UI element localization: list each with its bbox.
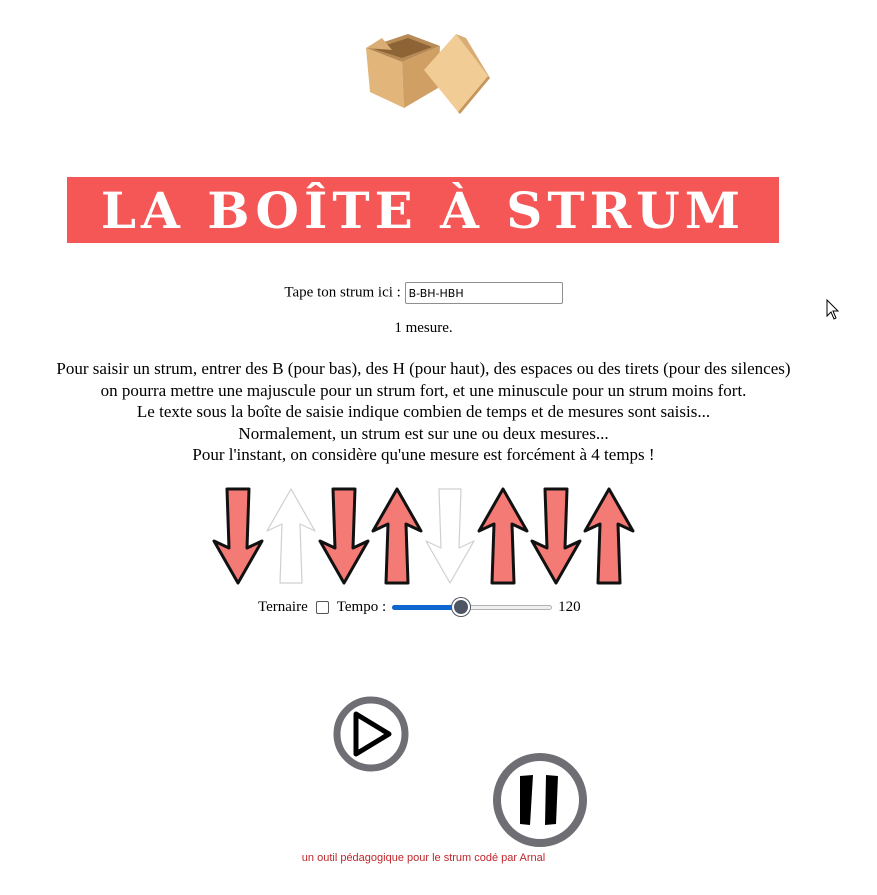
page-title: LA BOÎTE À STRUM: [100, 180, 746, 240]
play-button[interactable]: [331, 694, 411, 774]
measure-count: 1 mesure.: [394, 320, 453, 336]
pause-button[interactable]: [490, 750, 590, 850]
strum-arrow-down: [212, 486, 264, 586]
pause-circle-icon: [497, 757, 583, 843]
instruction-line: Le texte sous la boîte de saisie indique combien de temps et de mesures sont saisis...: [136, 402, 711, 421]
play-circle-icon: [337, 700, 405, 768]
strum-arrows: [212, 486, 636, 586]
title-banner: [67, 177, 779, 243]
strum-arrow-up: [477, 486, 529, 586]
ternaire-label: Ternaire: [258, 598, 308, 615]
strum-arrow-up: [371, 486, 423, 586]
tempo-value: 120: [558, 598, 581, 615]
tempo-slider-fill: [392, 605, 461, 610]
strum-input-label: Tape ton strum ici :: [284, 284, 401, 301]
tempo-label: Tempo :: [336, 598, 387, 615]
strum-input-row: [0, 282, 847, 304]
mouse-cursor-icon: [826, 299, 840, 321]
tempo-controls: [258, 596, 581, 618]
instruction-line: Pour l'instant, on considère qu'une mesure est forcément à 4 temps !: [192, 445, 655, 464]
tempo-slider-thumb[interactable]: [452, 598, 470, 616]
strum-arrow-up: [583, 486, 635, 586]
strum-input[interactable]: [405, 282, 563, 304]
instruction-line: Pour saisir un strum, entrer des B (pour bas), des H (pour haut), des espaces ou des tirets (pour des silences): [56, 359, 791, 378]
strum-arrow-down: [530, 486, 582, 586]
tempo-slider[interactable]: [392, 598, 552, 616]
instructions: [0, 358, 847, 466]
strum-arrow-down: [318, 486, 370, 586]
strum-arrow-down-inactive: [424, 486, 476, 586]
instruction-line: Normalement, un strum est sur une ou deux mesures...: [238, 423, 609, 443]
strum-arrow-up-inactive: [265, 486, 317, 586]
instruction-line: on pourra mettre une majuscule pour un strum fort, et une minuscule pour un strum moins fort.: [100, 380, 747, 400]
footer-credit: un outil pédagogique pour le strum codé par Arnal: [301, 852, 546, 864]
ternaire-checkbox[interactable]: [316, 601, 329, 614]
open-cardboard-box-icon: [362, 20, 490, 114]
